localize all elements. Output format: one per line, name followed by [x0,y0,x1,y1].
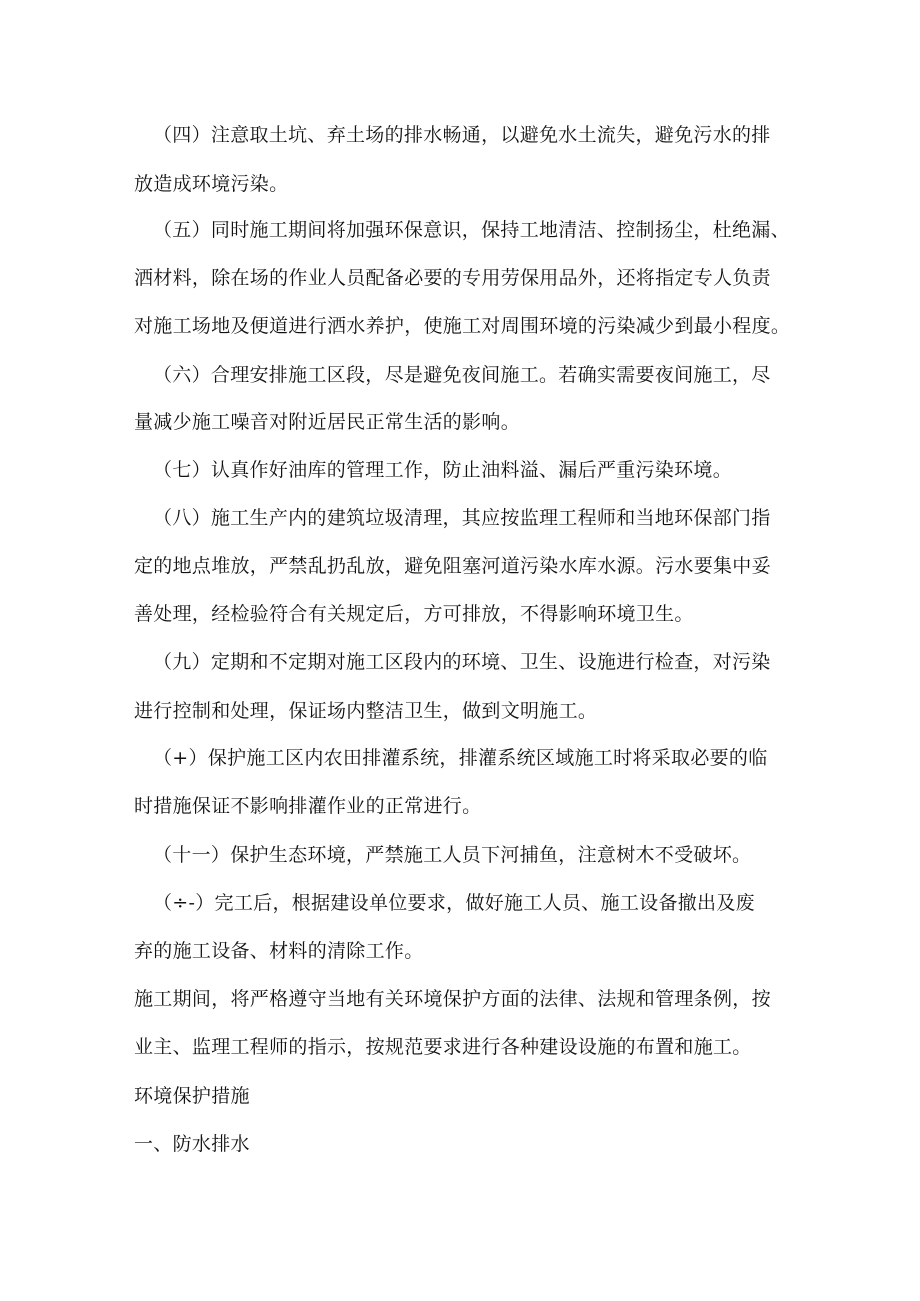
closing-paragraph-line-2: 业主、监理工程师的指示，按规范要求进行各种建设设施的布置和施工。 [134,1036,752,1058]
paragraph-7-line-1: （七）认真作好油库的管理工作，防止油料溢、漏后严重污染环境。 [153,459,733,481]
paragraph-5-line-3: 对施工场地及便道进行洒水养护，使施工对周围环境的污染减少到最小程度。 [134,315,791,337]
paragraph-5-line-2: 洒材料，除在场的作业人员配备必要的专用劳保用品外，还将指定专人负责 [134,267,771,289]
paragraph-12-line-1: （÷-）完工后，根据建设单位要求，做好施工人员、施工设备撤出及废 [153,892,755,914]
section-heading: 环境保护措施 [134,1085,250,1107]
paragraph-10-line-1: （+）保护施工区内农田排灌系统，排灌系统区域施工时将采取必要的临 [153,747,768,769]
paragraph-6-line-2: 量减少施工噪音对附近居民正常生活的影响。 [134,411,521,433]
subsection-heading: 一、防水排水 [134,1133,250,1155]
paragraph-11-line-1: （十一）保护生态环境，严禁施工人员下河捕鱼，注意树木不受破坏。 [153,844,752,866]
paragraph-10-line-2: 时措施保证不影响排灌作业的正常进行。 [134,795,482,817]
paragraph-4-line-2: 放造成环境污染。 [134,173,289,195]
paragraph-9-line-2: 进行控制和处理，保证场内整洁卫生，做到文明施工。 [134,700,598,722]
paragraph-12-line-2: 弃的施工设备、材料的清除工作。 [134,940,424,962]
paragraph-8-line-2: 定的地点堆放，严禁乱扔乱放，避免阻塞河道污染水库水源。污水要集中妥 [134,555,771,577]
paragraph-5-line-1: （五）同时施工期间将加强环保意识，保持工地清洁、控制扬尘，杜绝漏、 [153,219,790,241]
paragraph-8-line-3: 善处理，经检验符合有关规定后，方可排放，不得影响环境卫生。 [134,603,694,625]
paragraph-6-line-1: （六）合理安排施工区段，尽是避免夜间施工。若确实需要夜间施工，尽 [153,364,771,386]
paragraph-4-line-1: （四）注意取土坑、弃土场的排水畅通，以避免水土流失，避免污水的排 [153,124,771,146]
paragraph-8-line-1: （八）施工生产内的建筑垃圾清理，其应按监理工程师和当地环保部门指 [153,507,771,529]
paragraph-9-line-1: （九）定期和不定期对施工区段内的环境、卫生、设施进行检查，对污染 [153,651,771,673]
closing-paragraph-line-1: 施工期间，将严格遵守当地有关环境保护方面的法律、法规和管理条例，按 [134,988,771,1010]
